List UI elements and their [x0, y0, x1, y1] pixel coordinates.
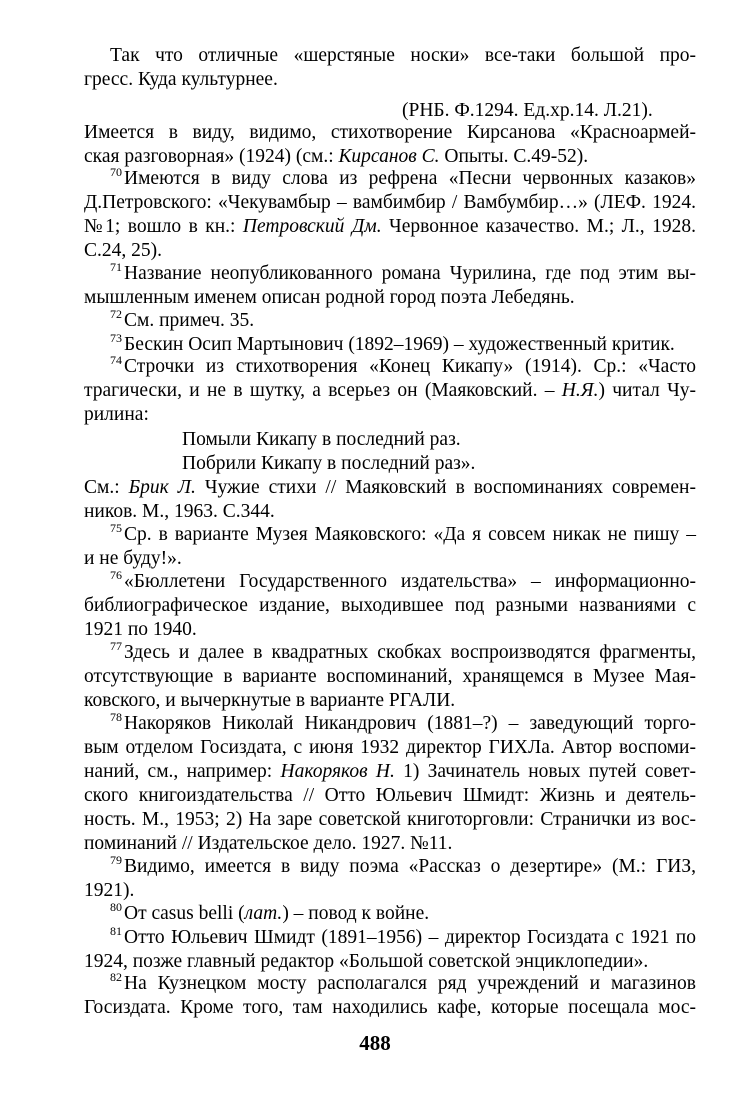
text-span: библиографическое издание, выходившее под разными названиями с — [84, 595, 696, 616]
text-span: ) – повод к войне. — [282, 903, 430, 924]
text-span: Накоряков Николай Никандрович (1881–?) – заведующий торго- — [124, 713, 696, 734]
text-span: От casus belli ( — [124, 903, 245, 924]
text-line — [84, 950, 696, 974]
text-line — [84, 665, 696, 689]
text-span: С.24, 25). — [84, 240, 162, 261]
text-line — [84, 191, 696, 215]
text-span: ников. М., 1963. С.344. — [84, 501, 275, 522]
text-line — [84, 689, 584, 713]
text-span: рилина: — [84, 404, 149, 425]
italic-text: Кирсанов С. — [338, 146, 440, 167]
text-span: №1; вошло в кн.: — [84, 216, 243, 237]
footnote-number: 82 — [110, 970, 122, 984]
text-span: гресс. Куда культурнее. — [84, 69, 278, 90]
page-number: 488 — [359, 1031, 391, 1055]
text-span: ского книгоиздательства // Отто Юльевич Шмидт: Жизнь и деятель- — [84, 785, 696, 806]
text-line — [84, 808, 696, 832]
text-span: Госиздата. Кроме того, там находились кафе, которые посещала мос- — [84, 997, 696, 1018]
footnote-number: 78 — [110, 710, 122, 724]
text-line — [84, 500, 384, 524]
footnote-number: 81 — [110, 924, 122, 938]
text-line — [84, 68, 384, 92]
text-line — [110, 641, 696, 665]
footnote-number: 79 — [110, 853, 122, 867]
text-line — [110, 262, 696, 286]
text-span: мышленным именем описан родной город поэта Лебедянь. — [84, 287, 575, 308]
text-span: Название неопубликованного романа Чурилина, где под этим вы- — [124, 263, 696, 284]
footnote-number: 80 — [110, 900, 122, 914]
text-line — [84, 476, 696, 500]
text-span: ковского, и вычеркнутые в варианте РГАЛИ. — [84, 690, 456, 711]
text-span: поминаний // Издательское дело. 1927. №11. — [84, 833, 453, 854]
text-line — [110, 355, 696, 379]
text-line — [110, 926, 696, 950]
text-line — [182, 428, 582, 452]
text-line — [110, 902, 510, 926]
text-line — [84, 594, 696, 618]
text-line — [110, 309, 410, 333]
text-span: и не буду!». — [84, 548, 182, 569]
footnote-number: 76 — [110, 568, 122, 582]
text-span: ская разговорная» (1924) (см.: — [84, 146, 339, 167]
text-line — [84, 403, 284, 427]
text-span: Строчки из стихотворения «Конец Кикапу» (1914). Ср.: «Часто — [124, 356, 696, 377]
text-span: Помыли Кикапу в последний раз. — [182, 429, 461, 450]
text-span: Опыты. С.49-52). — [439, 146, 589, 167]
text-line — [84, 286, 604, 310]
text-span: Так что отличные «шерстяные носки» все-таки большой про- — [110, 45, 696, 66]
footnote-number: 70 — [110, 165, 122, 179]
text-span: отсутствующие в варианте воспоминаний, хранящемся в Музее Мая- — [84, 666, 696, 687]
text-line — [84, 379, 696, 403]
text-line — [110, 167, 696, 191]
text-line — [84, 145, 644, 169]
text-line — [182, 452, 582, 476]
text-span: 1921 по 1940. — [84, 619, 197, 640]
text-span: Бескин Осип Мартынович (1892–1969) – художественный критик. — [124, 334, 675, 355]
footnote-number: 71 — [110, 260, 122, 274]
footnote-number: 73 — [110, 331, 122, 345]
text-line — [110, 523, 696, 547]
text-span: вым отделом Госиздата, с июня 1932 директор ГИХЛа. Автор воспоми- — [84, 737, 696, 758]
text-span: (РНБ. Ф.1294. Ед.хр.14. Л.21). — [402, 100, 653, 121]
text-line — [84, 215, 696, 239]
footnote-number: 74 — [110, 353, 122, 367]
text-span: Побрили Кикапу в последний раз». — [182, 453, 476, 474]
text-span: Видимо, имеется в виду поэма «Рассказ о дезертире» (М.: ГИЗ, — [124, 856, 696, 877]
text-span: См. примеч. 35. — [124, 310, 255, 331]
text-span: 1) Зачинатель новых путей совет- — [394, 761, 696, 782]
text-span: наний, см., например: — [84, 761, 281, 782]
italic-text: лат. — [244, 903, 283, 924]
text-line — [84, 832, 584, 856]
text-span: Чужие стихи // Маяковский в воспоминаниях современ- — [195, 477, 696, 498]
text-line — [84, 121, 696, 145]
text-span: Червонное казачество. М.; Л., 1928. — [381, 216, 696, 237]
text-span: 1921). — [84, 880, 135, 901]
text-line — [84, 760, 696, 784]
text-line — [110, 570, 696, 594]
text-line — [84, 996, 696, 1020]
text-line — [110, 712, 696, 736]
text-line — [110, 333, 696, 357]
text-line — [402, 99, 702, 123]
text-span: «Бюллетени Государственного издательства» – информационно- — [124, 571, 696, 592]
text-line — [84, 736, 696, 760]
text-span: Имеются в виду слова из рефрена «Песни червонных казаков» — [124, 168, 696, 189]
text-line — [110, 44, 696, 68]
text-span: Ср. в варианте Музея Маяковского: «Да я совсем никак не пишу – — [124, 524, 696, 545]
text-span: ность. М., 1953; 2) На заре советской книготорговли: Странички из вос- — [84, 809, 696, 830]
text-span: На Кузнецком мосту располагался ряд учреждений и магазинов — [124, 973, 696, 994]
text-span: 1924, позже главный редактор «Большой советской энциклопедии». — [84, 951, 649, 972]
text-span: ) читал Чу- — [598, 380, 696, 401]
italic-text: Н.Я. — [561, 380, 599, 401]
italic-text: Петровский Дм. — [242, 216, 382, 237]
text-line — [110, 972, 696, 996]
italic-text: Брик Л. — [128, 477, 196, 498]
text-span: Отто Юльевич Шмидт (1891–1956) – директор Госиздата с 1921 по — [124, 927, 696, 948]
text-span: трагически, и не в шутку, а всерьез он (Маяковский. – — [84, 380, 562, 401]
italic-text: Накоряков Н. — [280, 761, 395, 782]
footnote-number: 72 — [110, 307, 122, 321]
text-span: Имеется в виду, видимо, стихотворение Кирсанова «Красноармей- — [84, 122, 696, 143]
text-span: Здесь и далее в квадратных скобках воспроизводятся фрагменты, — [124, 642, 696, 663]
text-span: См.: — [84, 477, 129, 498]
text-span: Д.Петровского: «Чекувамбыр – вамбимбир / Вамбумбир…» (ЛЕФ. 1924. — [84, 192, 696, 213]
footnote-number: 77 — [110, 639, 122, 653]
text-line — [84, 784, 696, 808]
footnote-number: 75 — [110, 521, 122, 535]
text-line — [110, 855, 696, 879]
